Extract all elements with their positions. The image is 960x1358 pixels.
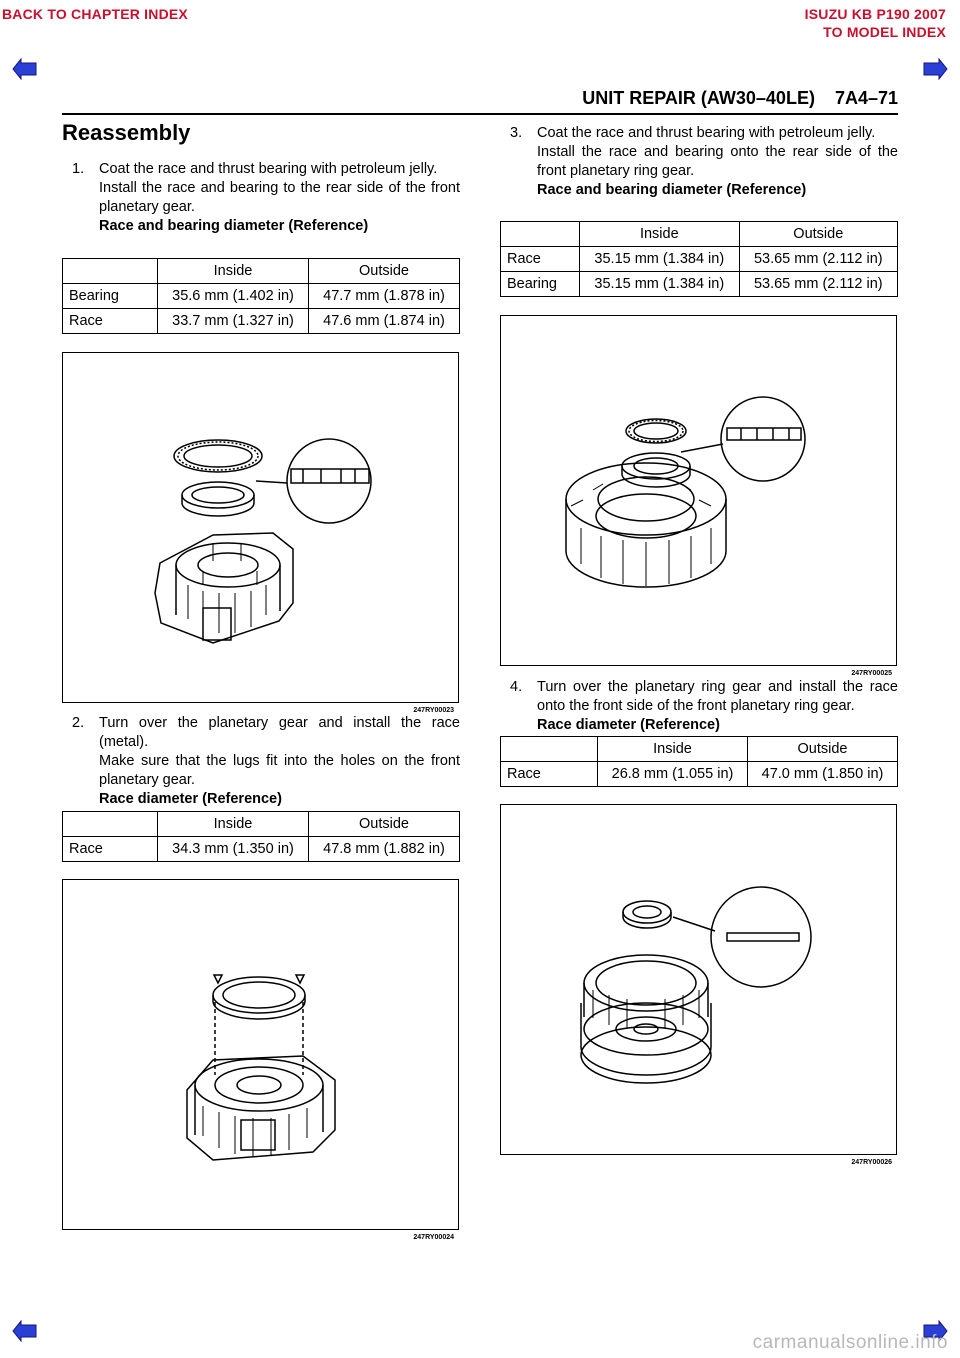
table-cell: 35.6 mm (1.402 in) <box>158 284 309 309</box>
to-model-index-link[interactable]: TO MODEL INDEX <box>823 24 946 40</box>
figure-code: 247RY00026 <box>851 1159 892 1166</box>
table-header-cell: Inside <box>158 812 309 837</box>
section-title: Reassembly <box>62 120 191 145</box>
table-header-cell: Outside <box>748 737 898 762</box>
table-header-cell <box>63 259 158 284</box>
table-cell: Race <box>63 309 158 334</box>
header-rule <box>62 113 898 115</box>
step-number: 2. <box>72 715 85 731</box>
figure-code: 247RY00025 <box>851 670 892 677</box>
step-text: Turn over the planetary gear and install the race (metal). <box>99 715 460 750</box>
step-text: Make sure that the lugs fit into the holes on the front planetary gear. <box>99 753 460 788</box>
table-caption: Race and bearing diameter (Reference) <box>99 218 369 234</box>
ring-gear-race-illustration <box>501 805 898 1156</box>
site-watermark: carmanualsonline.info <box>752 1332 948 1353</box>
previous-page-arrow-icon[interactable] <box>12 58 38 80</box>
table-row <box>63 284 460 309</box>
table-row <box>63 837 460 862</box>
table-cell: Bearing <box>501 272 580 297</box>
table-cell: 53.65 mm (2.112 in) <box>739 272 897 297</box>
table-cell: 33.7 mm (1.327 in) <box>158 309 309 334</box>
table-cell: Race <box>501 247 580 272</box>
table-header-cell: Outside <box>309 812 460 837</box>
table-cell: Race <box>63 837 158 862</box>
table-cell: 47.7 mm (1.878 in) <box>309 284 460 309</box>
table-row <box>501 762 898 787</box>
race-lug-alignment-illustration <box>63 880 460 1231</box>
table-header-cell: Outside <box>739 222 897 247</box>
table-header-cell: Inside <box>580 222 740 247</box>
ring-gear-bearing-illustration <box>501 316 898 667</box>
spec-table-step-3 <box>500 221 898 297</box>
table-cell: 47.0 mm (1.850 in) <box>748 762 898 787</box>
figure-race-metal-planetary-gear <box>62 879 459 1241</box>
table-header-cell: Inside <box>158 259 309 284</box>
table-header-cell <box>63 812 158 837</box>
page-header-title: UNIT REPAIR (AW30–40LE) 7A4–71 <box>582 88 898 108</box>
step-4 <box>510 678 898 735</box>
step-1 <box>72 160 460 236</box>
table-cell: 35.15 mm (1.384 in) <box>580 247 740 272</box>
table-cell: Race <box>501 762 598 787</box>
step-text: Install the race and bearing to the rear side of the front planetary gear. <box>99 180 460 215</box>
table-cell: 53.65 mm (2.112 in) <box>739 247 897 272</box>
figure-race-bearing-ring-gear-rear <box>500 315 897 677</box>
step-text: Turn over the planetary ring gear and install the race onto the front side of the front planetary ring gear. <box>537 679 898 714</box>
step-number: 4. <box>510 679 523 695</box>
figure-race-ring-gear-front <box>500 804 897 1166</box>
planetary-gear-bearing-illustration <box>63 353 460 704</box>
step-number: 3. <box>510 125 523 141</box>
next-page-arrow-icon[interactable] <box>922 58 948 80</box>
table-header-cell <box>501 222 580 247</box>
table-header-cell <box>501 737 598 762</box>
step-3 <box>510 124 898 200</box>
back-to-chapter-index-link[interactable]: BACK TO CHAPTER INDEX <box>2 6 188 22</box>
table-caption: Race and bearing diameter (Reference) <box>537 182 807 198</box>
table-cell: Bearing <box>63 284 158 309</box>
step-text: Coat the race and thrust bearing with petroleum jelly. <box>537 125 876 141</box>
step-text: Install the race and bearing onto the rear side of the front planetary ring gear. <box>537 144 898 179</box>
step-text: Coat the race and thrust bearing with petroleum jelly. <box>99 161 438 177</box>
model-title: ISUZU KB P190 2007 <box>804 6 946 22</box>
spec-table-step-2 <box>62 811 460 862</box>
spec-table-step-1 <box>62 258 460 334</box>
step-2 <box>72 714 460 809</box>
table-row <box>501 247 898 272</box>
figure-code: 247RY00024 <box>413 1234 454 1241</box>
previous-page-arrow-bottom-icon[interactable] <box>12 1320 38 1342</box>
table-header-cell: Inside <box>598 737 748 762</box>
table-cell: 47.6 mm (1.874 in) <box>309 309 460 334</box>
table-cell: 35.15 mm (1.384 in) <box>580 272 740 297</box>
table-caption: Race diameter (Reference) <box>537 717 720 733</box>
table-row <box>501 272 898 297</box>
table-caption: Race diameter (Reference) <box>99 791 282 807</box>
table-cell: 47.8 mm (1.882 in) <box>309 837 460 862</box>
figure-code: 247RY00023 <box>413 707 454 714</box>
table-cell: 34.3 mm (1.350 in) <box>158 837 309 862</box>
step-number: 1. <box>72 161 85 177</box>
table-header-cell: Outside <box>309 259 460 284</box>
table-row <box>63 309 460 334</box>
spec-table-step-4 <box>500 736 898 787</box>
figure-race-bearing-front-planetary <box>62 352 459 714</box>
table-cell: 26.8 mm (1.055 in) <box>598 762 748 787</box>
